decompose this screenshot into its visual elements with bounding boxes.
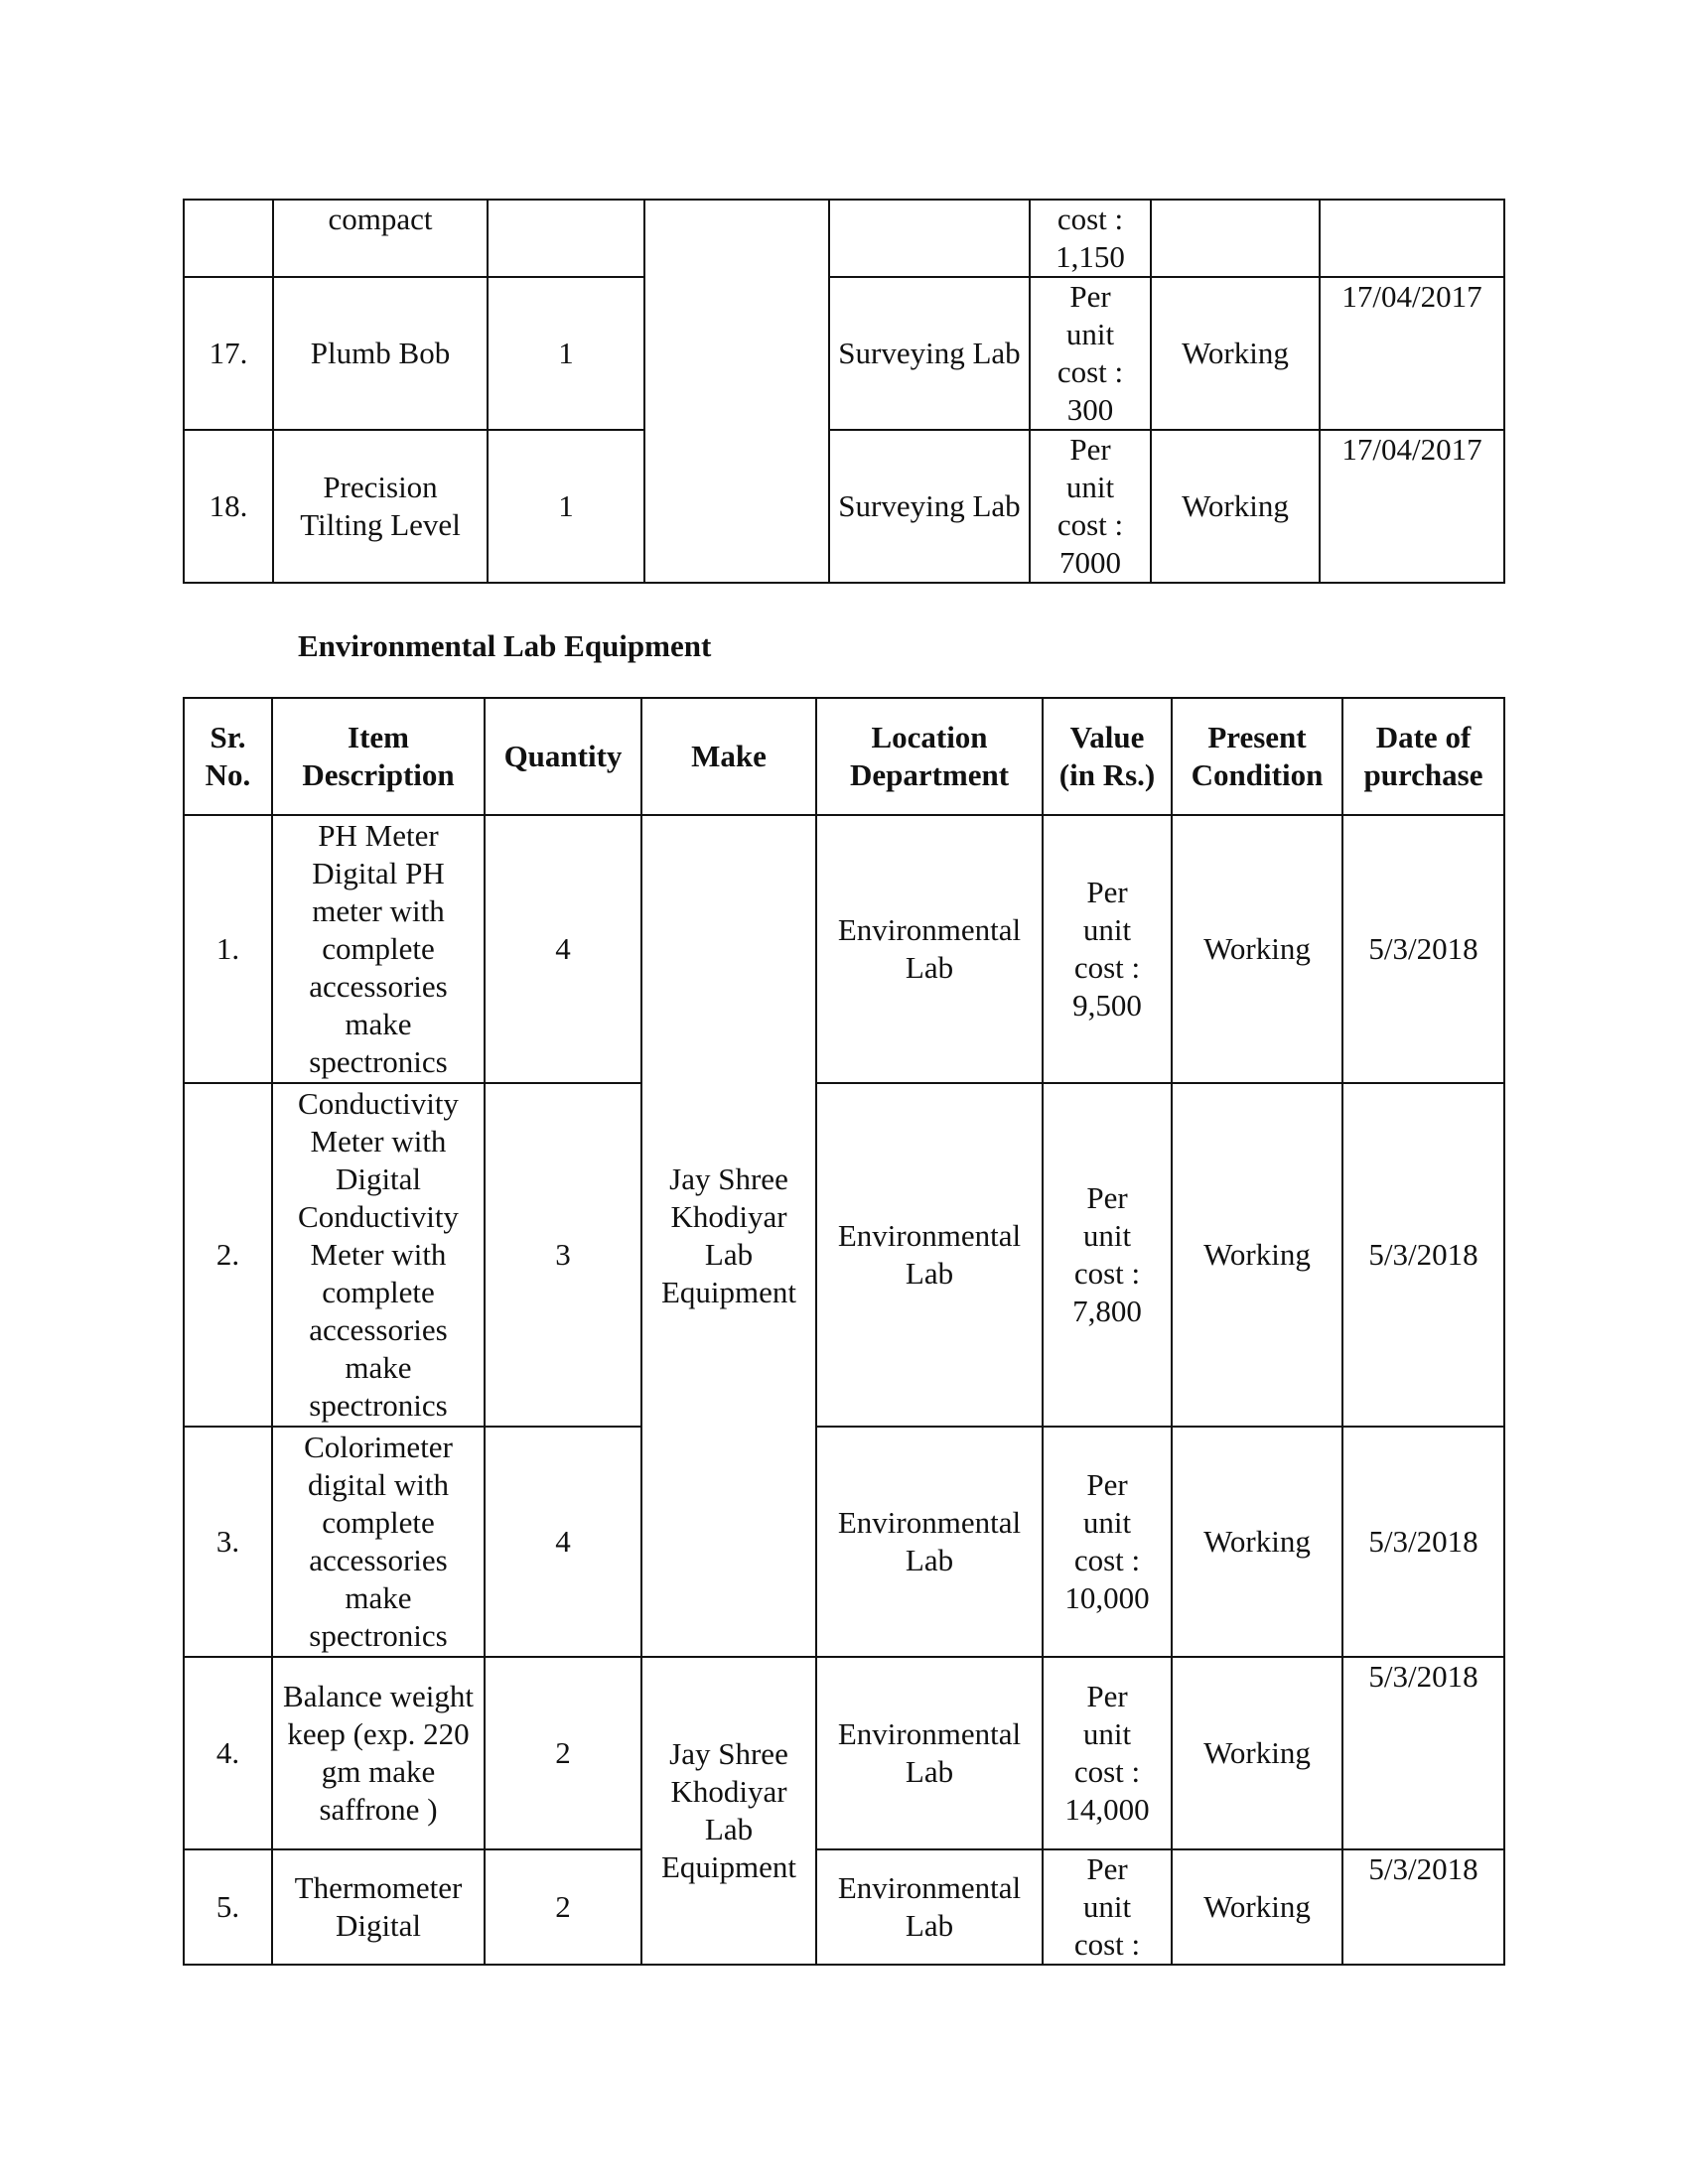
value-cell: Per unit cost : 10,000 — [1043, 1427, 1172, 1657]
item-description-cell: Thermometer Digital — [272, 1849, 485, 1965]
condition-cell: Working — [1172, 1427, 1342, 1657]
quantity-cell — [488, 200, 644, 277]
table-row — [184, 815, 1504, 1083]
make-cell: Jay Shree Khodiyar Lab Equipment — [641, 1657, 816, 1965]
header-quantity: Quantity — [485, 698, 641, 815]
date-cell: 5/3/2018 — [1342, 1083, 1504, 1427]
sr-no-cell — [184, 200, 273, 277]
item-description-cell: Balance weight keep (exp. 220 gm make saffrone ) — [272, 1657, 485, 1849]
quantity-cell: 4 — [485, 815, 641, 1083]
value-cell: Per unit cost : 14,000 — [1043, 1657, 1172, 1849]
table-row — [184, 1427, 1504, 1657]
sr-no-cell: 3. — [184, 1427, 272, 1657]
date-cell: 5/3/2018 — [1342, 1427, 1504, 1657]
section-heading: Environmental Lab Equipment — [298, 628, 712, 663]
date-cell — [1320, 200, 1504, 277]
value-cell: Per unit cost : 9,500 — [1043, 815, 1172, 1083]
header-condition: Present Condition — [1172, 698, 1342, 815]
header-sr-no: Sr. No. — [184, 698, 272, 815]
header-item-description: Item Description — [272, 698, 485, 815]
location-cell — [829, 200, 1030, 277]
item-description-cell: Colorimeter digital with complete accessories make spectronics — [272, 1427, 485, 1657]
header-date: Date of purchase — [1342, 698, 1504, 815]
location-cell: Surveying Lab — [829, 277, 1030, 430]
date-cell: 5/3/2018 — [1342, 815, 1504, 1083]
table-row — [184, 1657, 1504, 1849]
quantity-cell: 2 — [485, 1657, 641, 1849]
item-description-cell: PH Meter Digital PH meter with complete accessories make spectronics — [272, 815, 485, 1083]
header-value: Value (in Rs.) — [1043, 698, 1172, 815]
condition-cell: Working — [1172, 1657, 1342, 1849]
sr-no-cell: 5. — [184, 1849, 272, 1965]
location-cell: Environmental Lab — [816, 1083, 1043, 1427]
location-cell: Environmental Lab — [816, 1657, 1043, 1849]
header-row — [184, 698, 1504, 815]
header-make: Make — [641, 698, 816, 815]
date-cell: 5/3/2018 — [1342, 1849, 1504, 1965]
date-cell: 5/3/2018 — [1342, 1657, 1504, 1849]
location-cell: Environmental Lab — [816, 815, 1043, 1083]
condition-cell: Working — [1172, 1083, 1342, 1427]
location-cell: Environmental Lab — [816, 1427, 1043, 1657]
condition-cell: Working — [1172, 1849, 1342, 1965]
sr-no-cell: 4. — [184, 1657, 272, 1849]
value-cell: Per unit cost : — [1043, 1849, 1172, 1965]
sr-no-cell: 2. — [184, 1083, 272, 1427]
make-cell — [644, 200, 829, 583]
location-cell: Surveying Lab — [829, 430, 1030, 583]
surveying-equipment-table — [183, 199, 1505, 584]
date-cell: 17/04/2017 — [1320, 430, 1504, 583]
condition-cell: Working — [1151, 430, 1320, 583]
quantity-cell: 1 — [488, 430, 644, 583]
value-cell: Per unit cost : 300 — [1030, 277, 1151, 430]
sr-no-cell: 18. — [184, 430, 273, 583]
condition-cell: Working — [1172, 815, 1342, 1083]
condition-cell — [1151, 200, 1320, 277]
value-cell: Per unit cost : 7,800 — [1043, 1083, 1172, 1427]
table-row — [184, 1849, 1504, 1965]
quantity-cell: 1 — [488, 277, 644, 430]
value-cell: cost : 1,150 — [1030, 200, 1151, 277]
value-cell: Per unit cost : 7000 — [1030, 430, 1151, 583]
table-row — [184, 430, 1504, 583]
date-cell: 17/04/2017 — [1320, 277, 1504, 430]
table-row — [184, 200, 1504, 277]
make-cell: Jay Shree Khodiyar Lab Equipment — [641, 815, 816, 1657]
table-row — [184, 277, 1504, 430]
environmental-lab-equipment-table — [183, 697, 1505, 1966]
item-description-cell: Conductivity Meter with Digital Conductivity Meter with complete accessories make spectronics — [272, 1083, 485, 1427]
sr-no-cell: 1. — [184, 815, 272, 1083]
item-description-cell: compact — [273, 200, 488, 277]
location-cell: Environmental Lab — [816, 1849, 1043, 1965]
condition-cell: Working — [1151, 277, 1320, 430]
quantity-cell: 3 — [485, 1083, 641, 1427]
header-location: Location Department — [816, 698, 1043, 815]
sr-no-cell: 17. — [184, 277, 273, 430]
item-description-cell: Plumb Bob — [273, 277, 488, 430]
quantity-cell: 4 — [485, 1427, 641, 1657]
item-description-cell: Precision Tilting Level — [273, 430, 488, 583]
quantity-cell: 2 — [485, 1849, 641, 1965]
table-row — [184, 1083, 1504, 1427]
